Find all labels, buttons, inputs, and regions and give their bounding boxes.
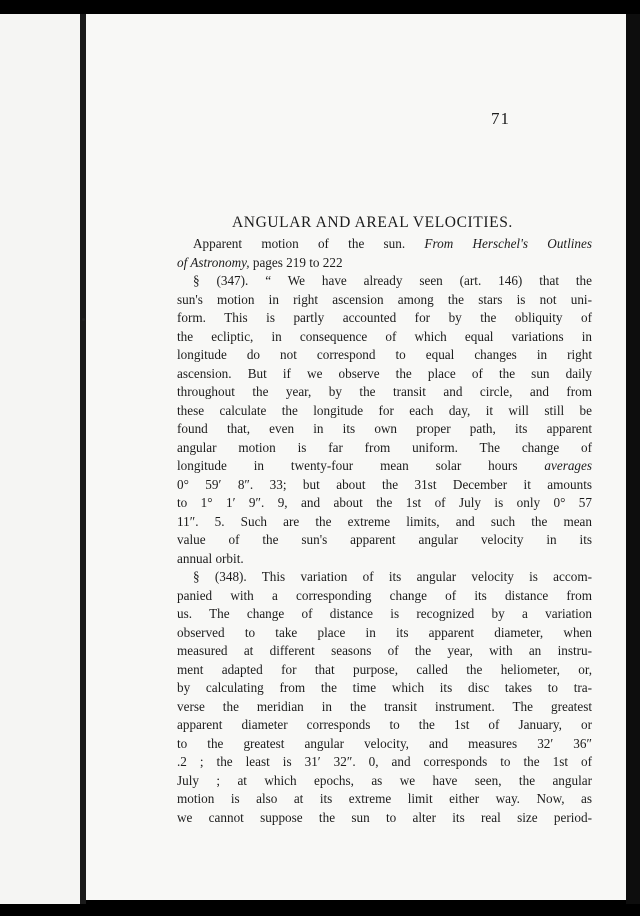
text-segment: verse the meridian in the transit instrument. The greatest (177, 698, 592, 714)
text-line (177, 568, 592, 587)
text-segment: throughout the year, by the transit and circle, and from (177, 384, 592, 399)
text-line (177, 254, 592, 273)
text-segment: found that, even in its own proper path, its apparent (177, 421, 592, 436)
italic-text: From Herschel's Outlines (424, 236, 592, 251)
text-segment: we cannot suppose the sun to alter its real size period- (177, 809, 592, 825)
text-segment: motion is also at its extreme limit either way. Now, as (177, 791, 592, 806)
margin-dot (82, 318, 85, 321)
text-segment: 11″. 5. Such are the extreme limits, and such the mean (177, 513, 592, 529)
text-line (177, 661, 592, 680)
text-segment: to the greatest angular velocity, and measures 32′ 36″ (177, 735, 592, 751)
text-segment: sun's motion in right ascension among the stars is not uni- (177, 291, 592, 307)
text-line (177, 679, 592, 698)
body-text (177, 235, 592, 827)
text-segment: us. The change of distance is recognized by a variation (177, 606, 592, 621)
text-segment: annual orbit. (177, 550, 244, 566)
text-line (177, 476, 592, 495)
text-line (177, 642, 592, 661)
text-line (177, 550, 592, 569)
text-segment: .2 ; the least is 31′ 32″. 0, and corresponds to the 1st of (177, 754, 592, 769)
text-line (177, 383, 592, 402)
text-segment: ment adapted for that purpose, called the heliometer, or, (177, 661, 592, 677)
text-segment: to 1° 1′ 9″. 9, and about the 1st of July is only 0° 57 (177, 495, 592, 510)
text-line (177, 753, 592, 772)
text-segment: ascension. But if we observe the place of the sun daily (177, 365, 592, 381)
text-line (177, 790, 592, 809)
text-segment: Apparent motion of the sun. (193, 236, 425, 251)
text-segment: value of the sun's apparent angular velocity in its (177, 532, 592, 547)
text-segment: longitude do not correspond to equal changes in right (177, 347, 592, 362)
text-segment: measured at different seasons of the year, with an instru- (177, 643, 592, 658)
text-line (177, 439, 592, 458)
text-line (177, 735, 592, 754)
scan-border (626, 14, 640, 904)
text-segment: longitude in twenty-four mean solar hours (177, 458, 545, 473)
text-line (177, 235, 592, 254)
page-number: 71 (491, 109, 510, 128)
text-line (177, 698, 592, 717)
text-line (177, 457, 592, 476)
text-line (177, 716, 592, 735)
text-segment: 0° 59′ 8″. 33; but about the 31st December it amounts (177, 476, 592, 492)
text-segment: § (348). This variation of its angular velocity is accom- (193, 569, 592, 584)
section-heading: ANGULAR AND AREAL VELOCITIES. (232, 214, 513, 231)
text-segment: form. This is partly accounted for by the obliquity of (177, 310, 592, 325)
text-line (177, 809, 592, 828)
text-segment: § (347). “ We have already seen (art. 146) that the (193, 273, 592, 288)
text-segment: these calculate the longitude for each day, it will still be (177, 402, 592, 418)
text-line (177, 587, 592, 606)
text-line (177, 291, 592, 310)
text-line (177, 309, 592, 328)
text-segment: panied with a corresponding change of its distance from (177, 587, 592, 603)
text-segment: July ; at which epochs, as we have seen, the angular (177, 772, 592, 788)
text-line (177, 346, 592, 365)
text-line (177, 328, 592, 347)
text-segment: pages 219 to 222 (249, 254, 343, 270)
italic-text: averages (544, 458, 592, 473)
book-page (86, 14, 626, 900)
text-line (177, 494, 592, 513)
text-line (177, 402, 592, 421)
italic-text: of Astronomy, (177, 254, 250, 270)
text-line (177, 624, 592, 643)
text-segment: angular motion is far from uniform. The change of (177, 439, 592, 455)
text-segment: observed to take place in its apparent diameter, when (177, 624, 592, 640)
text-line (177, 420, 592, 439)
text-line (177, 365, 592, 384)
text-segment: apparent diameter corresponds to the 1st of January, or (177, 717, 592, 732)
facing-page-edge (0, 14, 80, 904)
text-segment: the ecliptic, in consequence of which equal variations in (177, 328, 592, 344)
text-line (177, 272, 592, 291)
text-line (177, 772, 592, 791)
text-segment: by calculating from the time which its disc takes to tra- (177, 680, 592, 695)
text-line (177, 605, 592, 624)
text-line (177, 531, 592, 550)
text-line (177, 513, 592, 532)
